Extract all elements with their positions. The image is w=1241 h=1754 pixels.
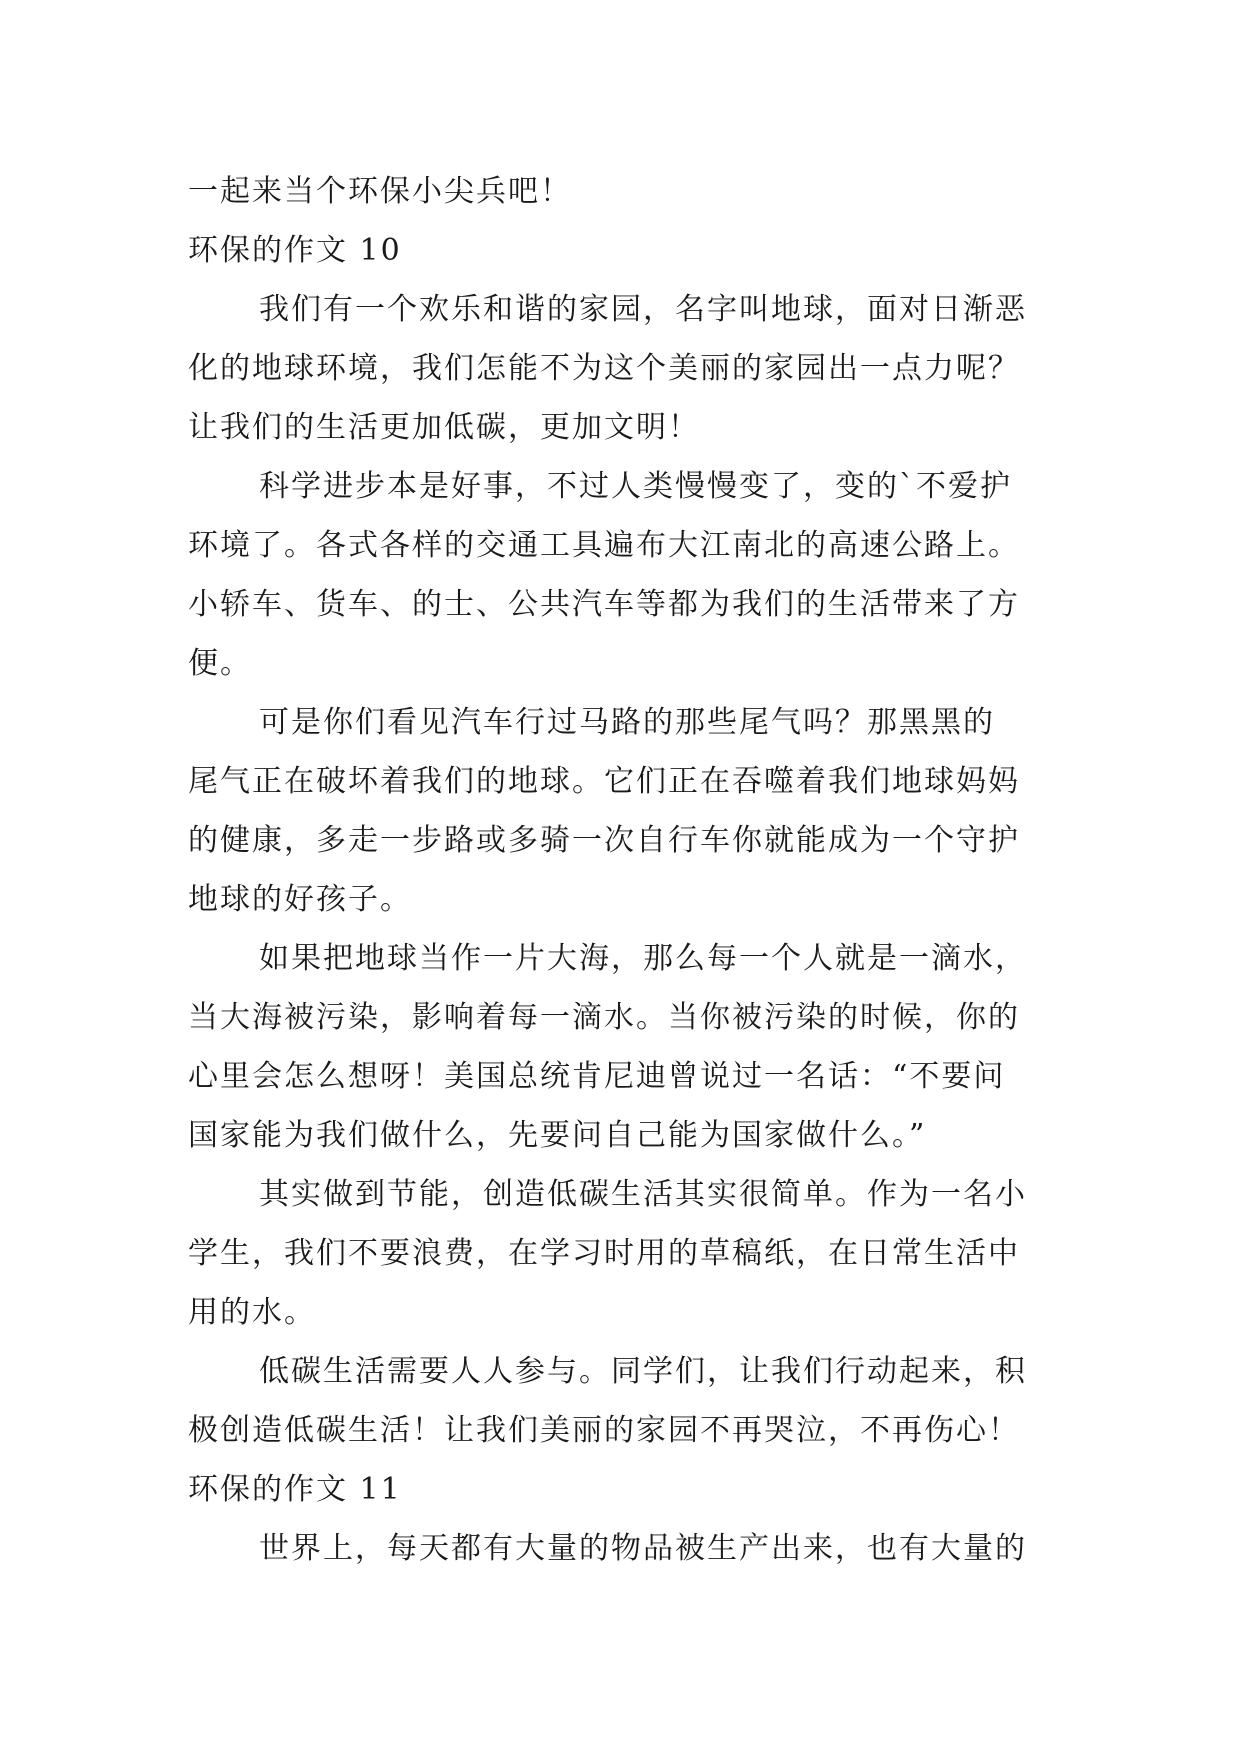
text-line: 低碳生活需要人人参与。同学们，让我们行动起来，积	[259, 1354, 1027, 1389]
document-page	[188, 162, 1058, 1578]
text-line: 小轿车、货车、的士、公共汽车等都为我们的生活带来了方	[188, 587, 1020, 622]
text-line: 世界上，每天都有大量的物品被生产出来，也有大量的	[259, 1531, 1027, 1566]
text-line: 的健康，多走一步路或多骑一次自行车你就能成为一个守护	[188, 823, 1020, 858]
text-line: 用的水。	[188, 1295, 316, 1330]
text-line: 可是你们看见汽车行过马路的那些尾气吗？那黑黑的	[259, 705, 995, 740]
text-line: 科学进步本是好事，不过人类慢慢变了，变的`不爱护	[259, 469, 1012, 504]
text-line: 我们有一个欢乐和谐的家园，名字叫地球，面对日渐恶	[259, 292, 1027, 327]
text-line: 当大海被污染，影响着每一滴水。当你被污染的时候，你的	[188, 1000, 1020, 1035]
essay-heading: 环保的作文 10	[188, 233, 402, 268]
text-line: 化的地球环境，我们怎能不为这个美丽的家园出一点力呢？	[188, 351, 1020, 386]
text-line: 心里会怎么想呀！美国总统肯尼迪曾说过一名话：“不要问	[188, 1059, 1006, 1094]
text-line: 环境了。各式各样的交通工具遍布大江南北的高速公路上。	[188, 528, 1020, 563]
text-line: 尾气正在破坏着我们的地球。它们正在吞噬着我们地球妈妈	[188, 764, 1020, 799]
text-line: 学生，我们不要浪费，在学习时用的草稿纸，在日常生活中	[188, 1236, 1020, 1271]
text-line: 让我们的生活更加低碳，更加文明！	[188, 410, 700, 445]
essay-heading: 环保的作文 11	[188, 1472, 402, 1507]
text-line: 其实做到节能，创造低碳生活其实很简单。作为一名小	[259, 1177, 1027, 1212]
text-line: 地球的好孩子。	[188, 882, 412, 917]
text-line: 如果把地球当作一片大海，那么每一个人就是一滴水，	[259, 941, 1027, 976]
text-line: 极创造低碳生活！让我们美丽的家园不再哭泣，不再伤心！	[188, 1413, 1020, 1448]
text-line: 便。	[188, 646, 252, 681]
text-line: 国家能为我们做什么，先要问自己能为国家做什么。”	[188, 1118, 927, 1153]
text-line: 一起来当个环保小尖兵吧！	[188, 174, 572, 209]
